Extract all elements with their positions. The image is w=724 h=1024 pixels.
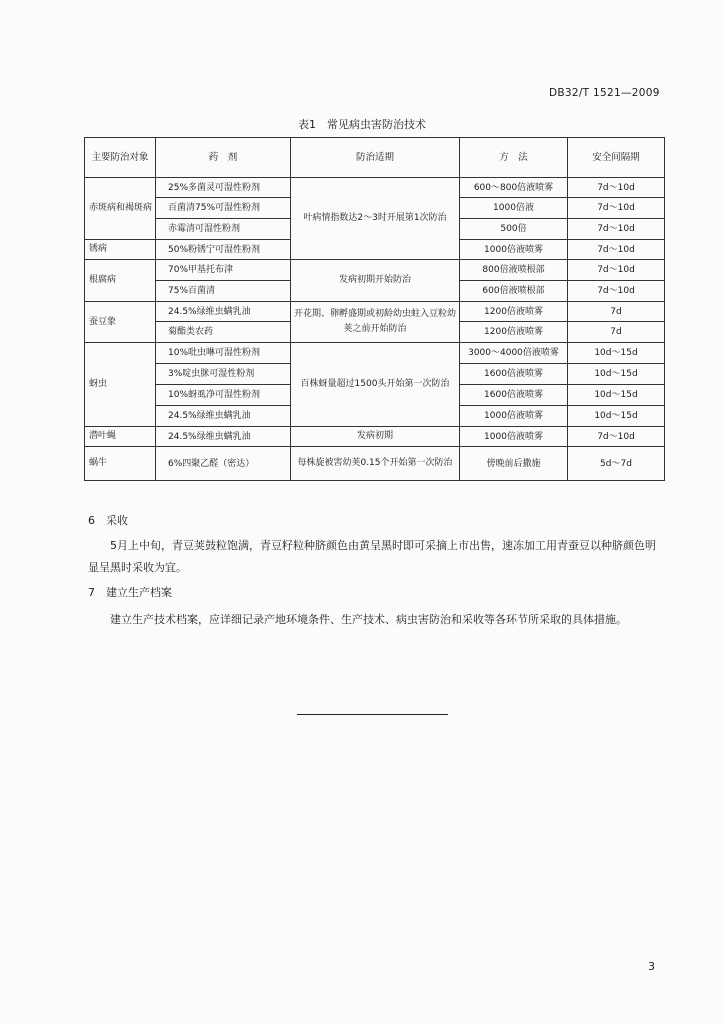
drug-cell: 70%甲基托布津 bbox=[156, 260, 291, 281]
header-method: 方 法 bbox=[460, 138, 568, 178]
end-rule bbox=[297, 714, 448, 715]
method-cell: 傍晚前后撒施 bbox=[460, 447, 568, 481]
period-cell: 开花期、卵孵盛期或初龄幼虫蛀入豆粒幼荚之前开始防治 bbox=[291, 302, 460, 343]
method-cell: 1200倍液喷雾 bbox=[460, 302, 568, 322]
method-cell: 3000～4000倍液喷雾 bbox=[460, 343, 568, 364]
period-cell: 每株旋被害幼荚0.15个开始第一次防治 bbox=[291, 447, 460, 481]
header-drug: 药 剂 bbox=[156, 138, 291, 178]
header-pest: 主要防治对象 bbox=[85, 138, 156, 178]
period-cell: 叶病情指数达2～3时开展第1次防治 bbox=[291, 178, 460, 260]
drug-cell: 赤霉清可湿性粉剂 bbox=[156, 219, 291, 240]
section-heading-harvest: 6 采收 bbox=[88, 514, 128, 527]
interval-cell: 10d～15d bbox=[568, 343, 665, 364]
table-row bbox=[85, 343, 665, 364]
pest-cell: 潜叶蝇 bbox=[85, 427, 156, 447]
method-cell: 1000倍液喷雾 bbox=[460, 406, 568, 427]
interval-cell: 7d bbox=[568, 302, 665, 322]
header-interval: 安全间隔期 bbox=[568, 138, 665, 178]
table-row bbox=[85, 447, 665, 481]
interval-cell: 10d～15d bbox=[568, 385, 665, 406]
document-code: DB32/T 1521—2009 bbox=[549, 87, 660, 99]
method-cell: 500倍 bbox=[460, 219, 568, 240]
section-paragraph-records: 建立生产技术档案，应详细记录产地环境条件、生产技术、病虫害防治和采收等各环节所采取的具体措施。 bbox=[110, 613, 627, 626]
table-row bbox=[85, 260, 665, 281]
interval-cell: 10d～15d bbox=[568, 364, 665, 385]
pest-cell: 蜗牛 bbox=[85, 447, 156, 481]
table-row bbox=[85, 302, 665, 322]
interval-cell: 10d～15d bbox=[568, 406, 665, 427]
interval-cell: 7d～10d bbox=[568, 198, 665, 219]
method-cell: 600～800倍液喷雾 bbox=[460, 178, 568, 198]
drug-cell: 50%粉锈宁可湿性粉剂 bbox=[156, 240, 291, 260]
period-cell: 百株蚜量超过1500头开始第一次防治 bbox=[291, 343, 460, 427]
drug-cell: 24.5%绿维虫螨乳油 bbox=[156, 406, 291, 427]
drug-cell: 24.5%绿维虫螨乳油 bbox=[156, 427, 291, 447]
method-cell: 1000倍液喷雾 bbox=[460, 427, 568, 447]
interval-cell: 5d～7d bbox=[568, 447, 665, 481]
period-cell: 发病初期开始防治 bbox=[291, 260, 460, 302]
table-header-row bbox=[85, 138, 665, 178]
period-cell: 发病初期 bbox=[291, 427, 460, 447]
drug-cell: 10%蚜虱净可湿性粉剂 bbox=[156, 385, 291, 406]
interval-cell: 7d～10d bbox=[568, 260, 665, 281]
method-cell: 1000倍液喷雾 bbox=[460, 240, 568, 260]
method-cell: 1200倍液喷雾 bbox=[460, 322, 568, 343]
drug-cell: 75%百菌清 bbox=[156, 281, 291, 302]
drug-cell: 24.5%绿维虫螨乳油 bbox=[156, 302, 291, 322]
header-period: 防治适期 bbox=[291, 138, 460, 178]
section-heading-records: 7 建立生产档案 bbox=[88, 586, 172, 599]
method-cell: 1600倍液喷雾 bbox=[460, 364, 568, 385]
interval-cell: 7d～10d bbox=[568, 219, 665, 240]
drug-cell: 百菌清75%可湿性粉剂 bbox=[156, 198, 291, 219]
interval-cell: 7d bbox=[568, 322, 665, 343]
drug-cell: 菊酯类农药 bbox=[156, 322, 291, 343]
method-cell: 1000倍液 bbox=[460, 198, 568, 219]
method-cell: 800倍液喷根部 bbox=[460, 260, 568, 281]
table-title: 表1 常见病虫害防治技术 bbox=[298, 118, 426, 131]
drug-cell: 3%啶虫脒可湿性粉剂 bbox=[156, 364, 291, 385]
table-row bbox=[85, 178, 665, 198]
interval-cell: 7d～10d bbox=[568, 427, 665, 447]
interval-cell: 7d～10d bbox=[568, 240, 665, 260]
drug-cell: 6%四聚乙醛（密达） bbox=[156, 447, 291, 481]
method-cell: 600倍液喷根部 bbox=[460, 281, 568, 302]
drug-cell: 10%吡虫啉可湿性粉剂 bbox=[156, 343, 291, 364]
page-number: 3 bbox=[648, 960, 655, 973]
pest-control-table bbox=[84, 137, 665, 481]
interval-cell: 7d～10d bbox=[568, 178, 665, 198]
pest-cell: 蚕豆象 bbox=[85, 302, 156, 343]
pest-cell: 锈病 bbox=[85, 240, 156, 260]
section-paragraph-harvest: 5月上中旬，青豆荚鼓粒饱满，青豆籽粒种脐颜色由黄呈黑时即可采摘上市出售，速冻加工用青蚕豆以种脐颜色明显呈黑时采收为宜。 bbox=[88, 539, 656, 574]
pest-cell: 根腐病 bbox=[85, 260, 156, 302]
pest-cell: 赤斑病和褐斑病 bbox=[85, 178, 156, 240]
drug-cell: 25%多菌灵可湿性粉剂 bbox=[156, 178, 291, 198]
table-row bbox=[85, 427, 665, 447]
interval-cell: 7d～10d bbox=[568, 281, 665, 302]
method-cell: 1600倍液喷雾 bbox=[460, 385, 568, 406]
pest-cell: 蚜虫 bbox=[85, 343, 156, 427]
